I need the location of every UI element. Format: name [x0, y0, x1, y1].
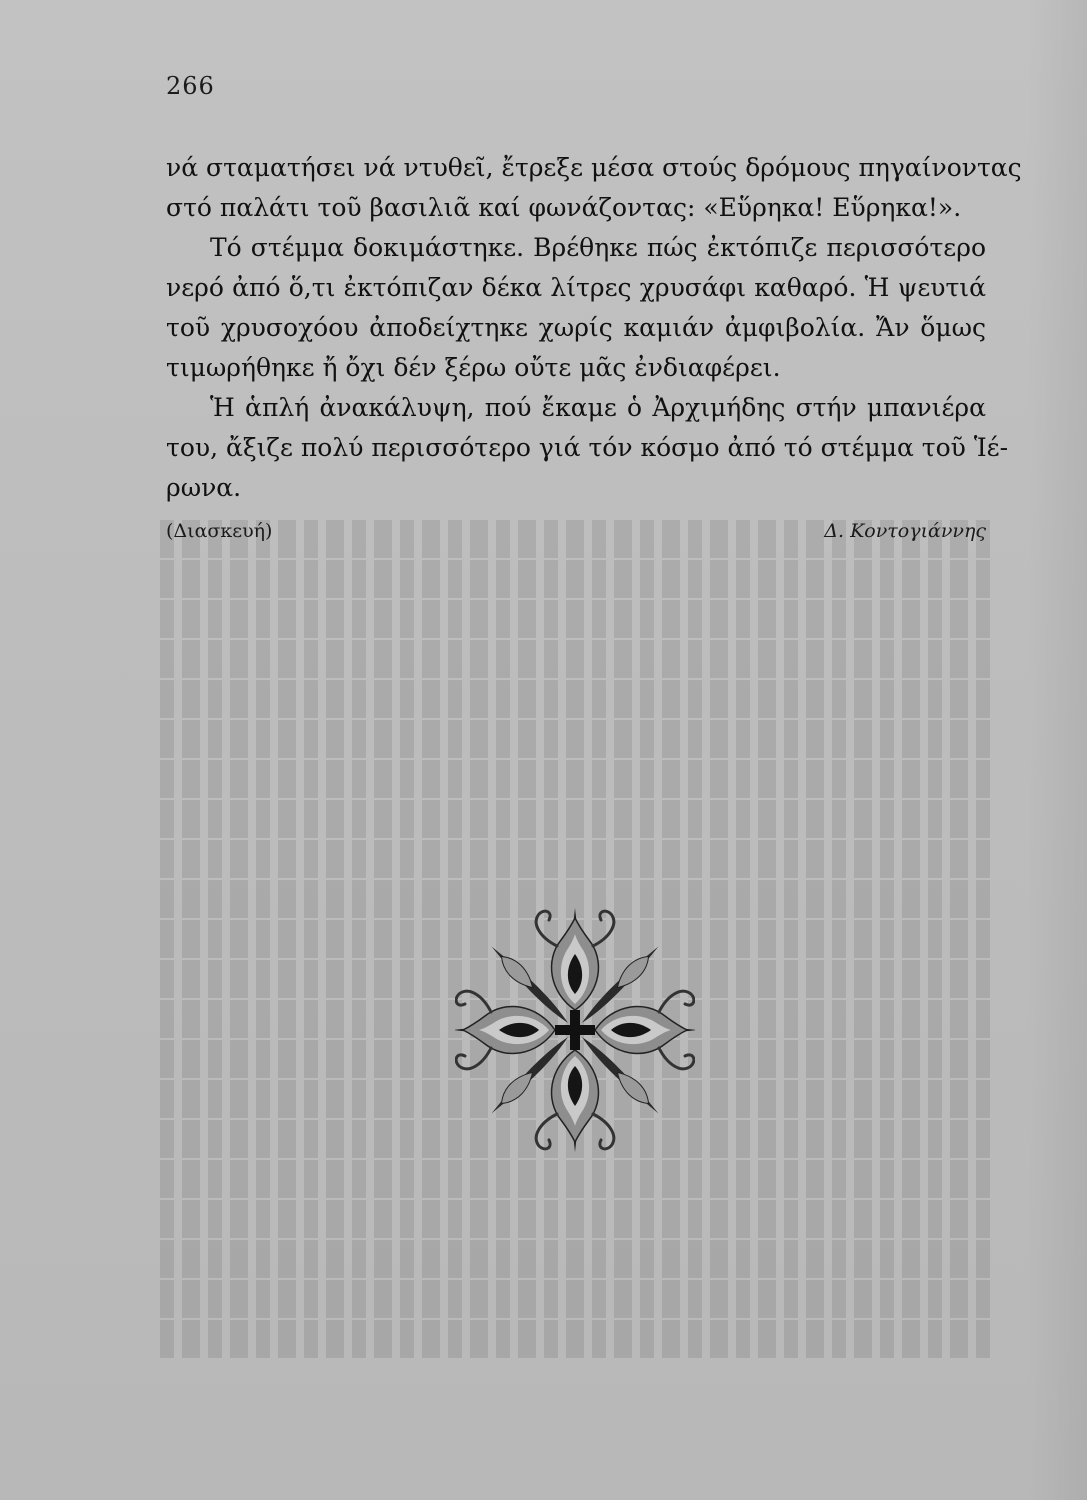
- text-line: νά σταματήσει νά ντυθεῖ, ἔτρεξε μέσα στούς δρόμους πηγαίνοντας: [166, 153, 1022, 182]
- floral-ornament-icon: [455, 895, 695, 1165]
- adaptation-note: (Διασκευή): [166, 520, 273, 542]
- body-text: [166, 148, 1022, 508]
- paragraph-3: [166, 388, 1009, 508]
- text-line: νερό ἀπό ὅ,τι ἐκτόπιζαν δέκα λίτρες χρυσάφι καθαρό. Ἡ ψευτιά: [166, 273, 986, 302]
- text-line: Τό στέμμα δοκιμάστηκε. Βρέθηκε πώς ἐκτόπιζε περισσότερο: [210, 233, 986, 262]
- page-number: 266: [166, 72, 215, 100]
- paragraph-1: [166, 148, 1022, 228]
- text-line: τοῦ χρυσοχόου ἀποδείχτηκε χωρίς καμιάν ἀμφιβολία. Ἄν ὅμως: [166, 313, 986, 342]
- text-line: στό παλάτι τοῦ βασιλιᾶ καί φωνάζοντας: «Εὕρηκα! Εὕρηκα!».: [166, 193, 962, 222]
- text-line: Ἡ ἁπλή ἀνακάλυψη, πού ἔκαμε ὁ Ἀρχιμήδης στήν μπανιέρα: [210, 393, 986, 422]
- author-name: Δ. Κοντογιάννης: [824, 520, 986, 542]
- text-line: του, ἄξιζε πολύ περισσότερο γιά τόν κόσμο ἀπό τό στέμμα τοῦ Ἱέ-: [166, 433, 1009, 462]
- text-line: τιμωρήθηκε ἤ ὄχι δέν ξέρω οὔτε μᾶς ἐνδιαφέρει.: [166, 353, 781, 382]
- signature-row: [166, 520, 986, 552]
- text-line: ρωνα.: [166, 473, 242, 502]
- paragraph-2: [166, 228, 986, 388]
